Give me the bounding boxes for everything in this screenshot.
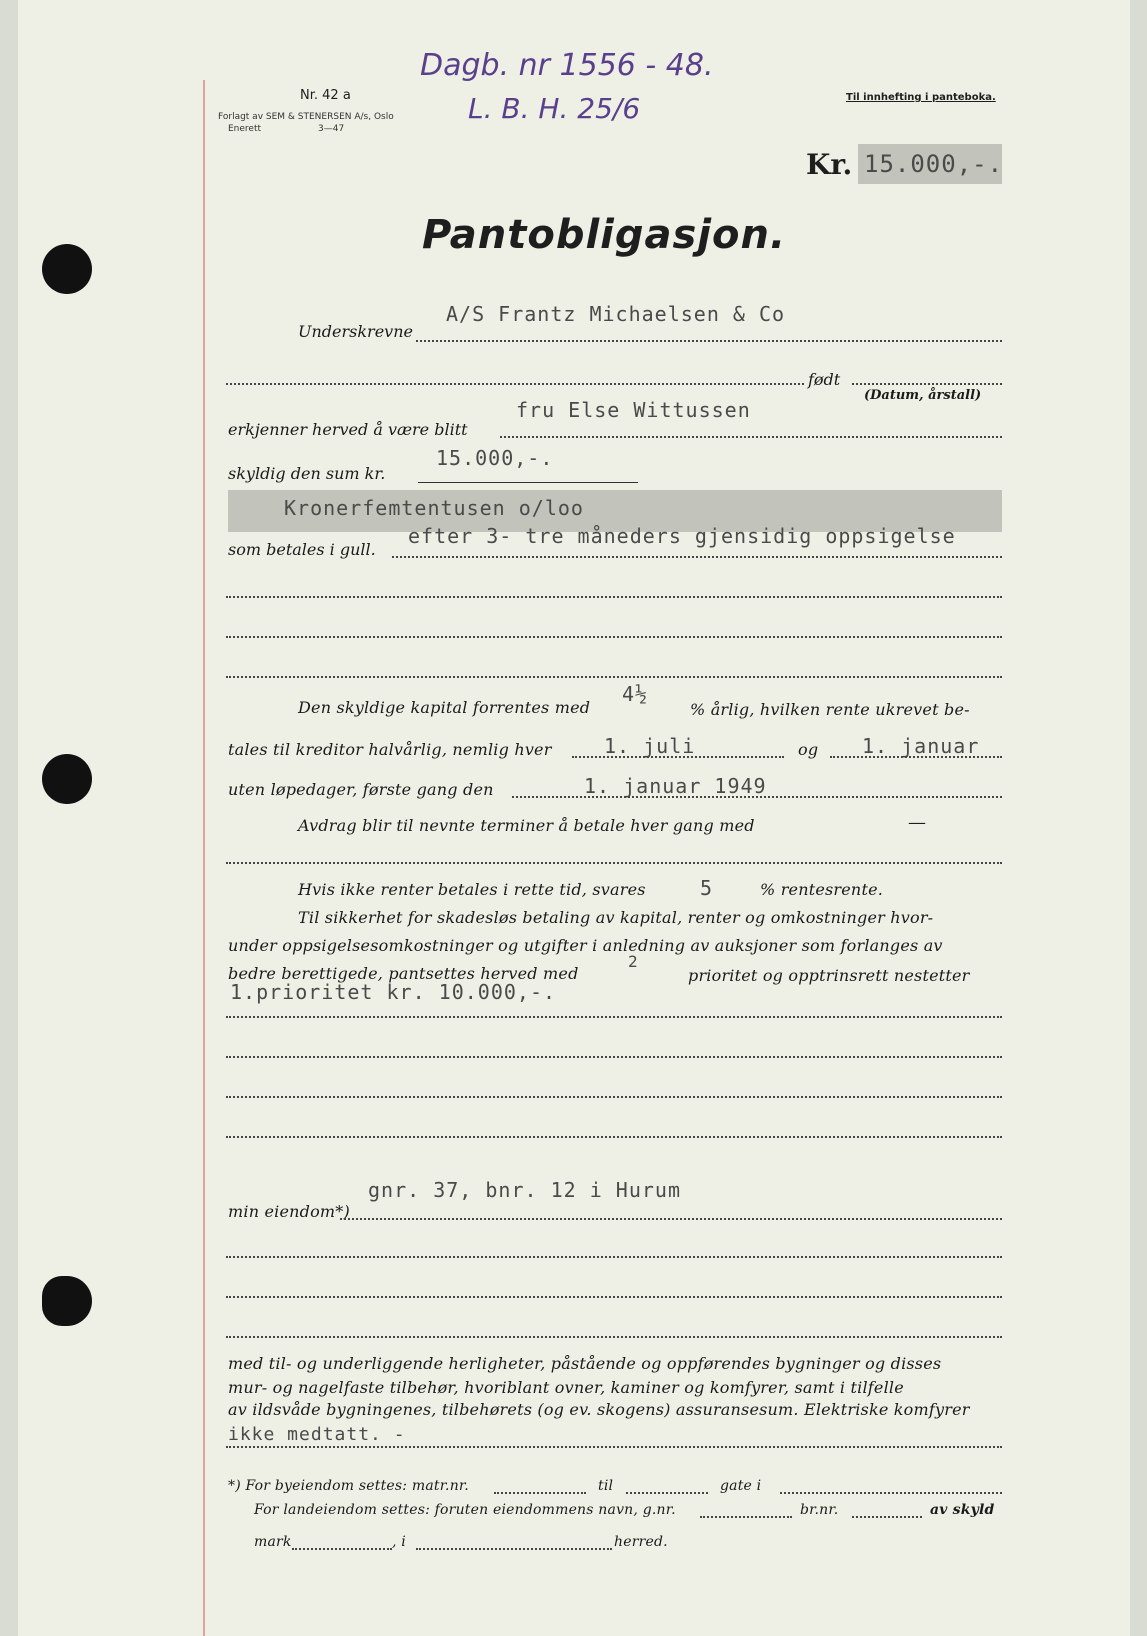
appurtenances-line1: med til- og underliggende herligheter, påstående og oppførendes bygninger og disses bbox=[228, 1354, 942, 1373]
prior-lien: 1.prioritet kr. 10.000,-. bbox=[230, 980, 557, 1004]
line-property-4 bbox=[226, 1336, 1002, 1338]
stoves-value: ikke medtatt. - bbox=[228, 1424, 406, 1445]
interest-and: og bbox=[798, 740, 819, 759]
line-security-1 bbox=[226, 1016, 1002, 1018]
publisher-line: Forlagt av SEM & STENERSEN A/s, Oslo bbox=[218, 112, 394, 122]
interest-date1: 1. juli bbox=[604, 734, 696, 758]
punch-hole-bottom bbox=[42, 1276, 92, 1326]
publisher-rights: Enerett bbox=[228, 124, 262, 134]
line-undersigned bbox=[416, 340, 1002, 342]
footnote-mark-a: mark bbox=[254, 1534, 292, 1550]
line-born bbox=[226, 383, 804, 385]
line-date2 bbox=[830, 756, 1002, 758]
sum-value: 15.000,-. bbox=[436, 446, 554, 470]
line-til bbox=[626, 1492, 708, 1494]
footnote-rural-a: For landeiendom settes: foruten eiendommens navn, g.nr. bbox=[254, 1502, 676, 1518]
creditor-value: fru Else Wittussen bbox=[516, 398, 751, 422]
undersigned-value: A/S Frantz Michaelsen & Co bbox=[446, 302, 786, 326]
line-sum bbox=[418, 482, 638, 483]
stamp-initials: L. B. H. 25/6 bbox=[468, 92, 641, 125]
line-creditor bbox=[500, 436, 1002, 438]
appurtenances-line3: av ildsvåde bygningenes, tilbehørets (og ev. skogens) assuransesum. Elektriske komfyrer bbox=[228, 1400, 970, 1419]
line-blank-2 bbox=[226, 636, 1002, 638]
security-line2: under oppsigelsesomkostninger og utgifter i anledning av auksjoner som forlanges av bbox=[228, 936, 943, 955]
margin-rule bbox=[203, 80, 205, 1636]
sum-label: skyldig den sum kr. bbox=[228, 464, 386, 483]
line-herred bbox=[416, 1548, 612, 1550]
amount-label: Kr. bbox=[806, 148, 853, 181]
born-label: født bbox=[808, 370, 841, 389]
appurtenances-line2: mur- og nagelfaste tilbehør, hvoriblant ovner, kaminer og komfyrer, samt i tilfelle bbox=[228, 1378, 904, 1397]
amount-value: 15.000,-. bbox=[864, 150, 1004, 178]
date-year-label: (Datum, årstall) bbox=[864, 388, 982, 403]
line-mark bbox=[292, 1548, 392, 1550]
security-line3a: bedre berettigede, pantsettes herved med bbox=[228, 964, 579, 983]
penalty-line-b: % rentesrente. bbox=[760, 880, 884, 899]
line-first-date bbox=[512, 796, 1002, 798]
line-security-3 bbox=[226, 1096, 1002, 1098]
line-born-date bbox=[852, 383, 1002, 385]
form-number: Nr. 42 a bbox=[300, 88, 351, 103]
undersigned-label: Underskrevne bbox=[298, 322, 413, 341]
security-line3b: prioritet og opptrinsrett nestetter bbox=[688, 966, 970, 985]
footnote-city-a: *) For byeiendom settes: matr.nr. bbox=[228, 1478, 469, 1494]
security-priority: 2 bbox=[628, 952, 639, 971]
line-date1 bbox=[572, 756, 784, 758]
installment-value: — bbox=[908, 812, 926, 833]
footnote-mark-c: herred. bbox=[614, 1534, 668, 1550]
line-property-2 bbox=[226, 1256, 1002, 1258]
stamp-diary-number: Dagb. nr 1556 - 48. bbox=[420, 48, 714, 83]
line-brnr bbox=[852, 1516, 922, 1518]
interest-first-date: 1. januar 1949 bbox=[584, 774, 767, 798]
penalty-line-a: Hvis ikke renter betales i rette tid, svares bbox=[298, 880, 646, 899]
acknowledge-label: erkjenner herved å være blitt bbox=[228, 420, 468, 439]
interest-date2: 1. januar bbox=[862, 734, 980, 758]
gold-label: som betales i gull. bbox=[228, 540, 376, 559]
interest-line1a: Den skyldige kapital forrentes med bbox=[298, 698, 591, 717]
footnote-mark-b: , i bbox=[392, 1534, 406, 1550]
interest-line2a: tales til kreditor halvårlig, nemlig hver bbox=[228, 740, 552, 759]
document-title: Pantobligasjon. bbox=[422, 212, 787, 258]
line-stoves bbox=[226, 1446, 1002, 1448]
footnote-city-b: til bbox=[598, 1478, 614, 1494]
interest-rate: 4½ bbox=[622, 682, 649, 706]
publisher-date: 3—47 bbox=[318, 124, 345, 134]
line-security-2 bbox=[226, 1056, 1002, 1058]
footnote-rural-b: br.nr. bbox=[800, 1502, 839, 1518]
line-matr bbox=[494, 1492, 586, 1494]
terms-value: efter 3- tre måneders gjensidig oppsigelse bbox=[408, 524, 956, 548]
interest-line4: Avdrag blir til nevnte terminer å betale hver gang med bbox=[298, 816, 755, 835]
insertion-note: Til innhefting i panteboka. bbox=[846, 92, 996, 103]
punch-hole-top bbox=[42, 244, 92, 294]
line-property-3 bbox=[226, 1296, 1002, 1298]
property-label: min eiendom*) bbox=[228, 1202, 350, 1221]
footnote-city-c: gate i bbox=[720, 1478, 762, 1494]
footnote-rural-c: av skyld bbox=[930, 1502, 995, 1518]
security-line1: Til sikkerhet for skadesløs betaling av kapital, renter og omkostninger hvor- bbox=[298, 908, 934, 927]
line-blank-3 bbox=[226, 676, 1002, 678]
punch-hole-middle bbox=[42, 754, 92, 804]
sum-words: Kronerfemtentusen o/loo bbox=[284, 496, 584, 520]
line-gate bbox=[780, 1492, 1002, 1494]
penalty-rate: 5 bbox=[700, 876, 714, 900]
line-gold bbox=[392, 556, 1002, 558]
property-value: gnr. 37, bnr. 12 i Hurum bbox=[368, 1178, 681, 1202]
line-gnr bbox=[700, 1516, 792, 1518]
line-installment bbox=[226, 862, 1002, 864]
line-security-4 bbox=[226, 1136, 1002, 1138]
line-property bbox=[340, 1218, 1002, 1220]
line-blank-1 bbox=[226, 596, 1002, 598]
interest-line3a: uten løpedager, første gang den bbox=[228, 780, 494, 799]
interest-line1b: % årlig, hvilken rente ukrevet be- bbox=[690, 700, 970, 719]
